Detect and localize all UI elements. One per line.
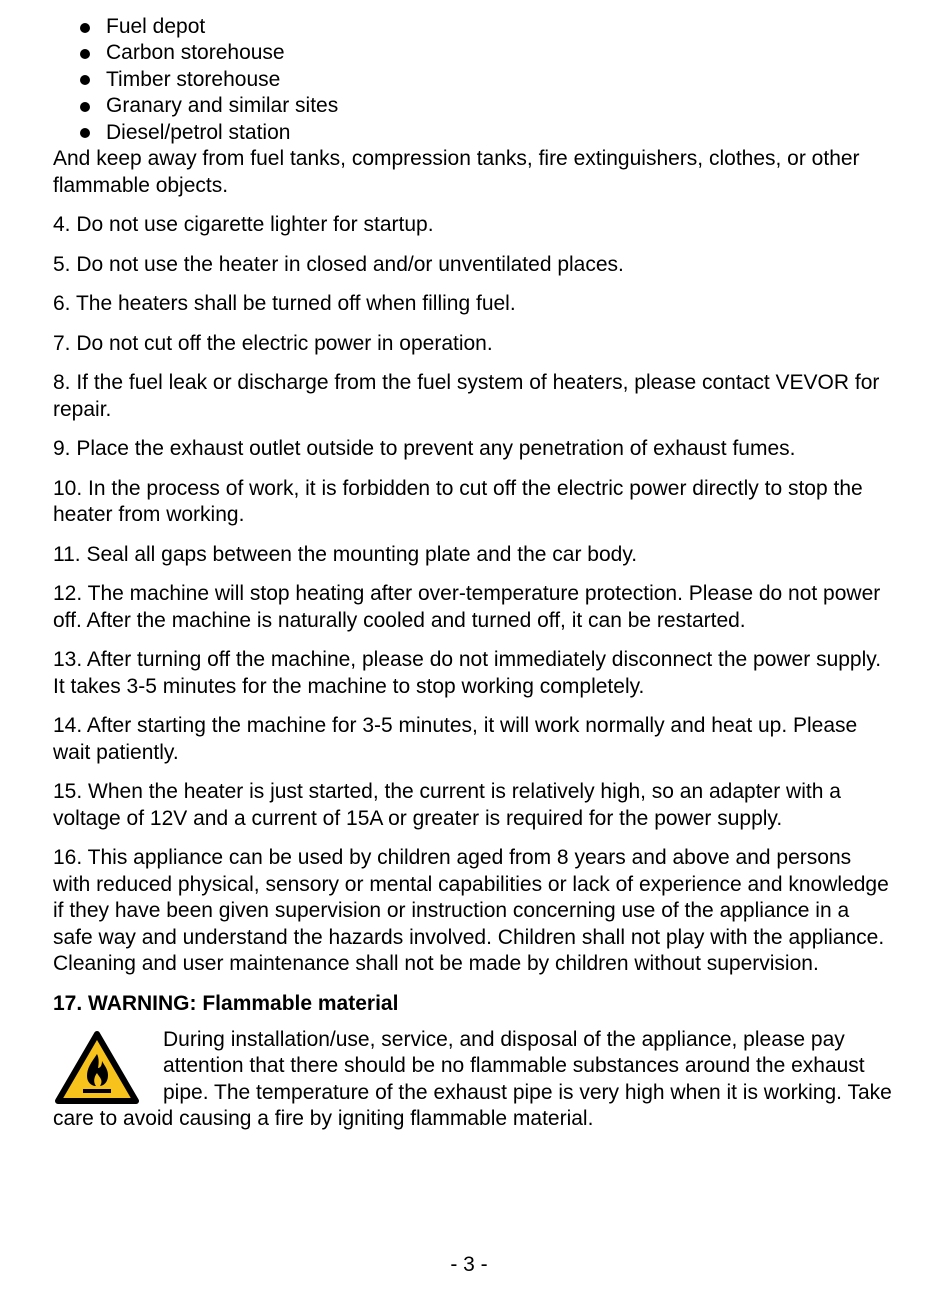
instruction-item-5: 5. Do not use the heater in closed and/or unventilated places.	[53, 252, 624, 276]
instruction-item-14: 14. After starting the machine for 3-5 minutes, it will work normally and heat up. Please wait patiently.	[53, 714, 858, 764]
instruction-item-16: 16. This appliance can be used by children aged from 8 years and above and persons with reduced physical, sensory or mental capabilities or lack of experience and knowledge if they have been given supervision or instruction concerning use of the appliance in a safe way and understand the hazards involved. Children shall not play with the appliance. Cleaning and user maintenance shall not be made by children without supervision.	[53, 846, 889, 976]
list-item: Fuel depot	[53, 14, 893, 40]
instruction-item-8: 8. If the fuel leak or discharge from the fuel system of heaters, please contact VEVOR for repair.	[53, 371, 880, 421]
list-item: Carbon storehouse	[53, 40, 893, 66]
instruction-item-9: 9. Place the exhaust outlet outside to prevent any penetration of exhaust fumes.	[53, 437, 796, 461]
bullet-icon	[80, 23, 90, 33]
intro-paragraph: And keep away from fuel tanks, compression tanks, fire extinguishers, clothes, or other flammable objects.	[53, 147, 860, 197]
bullet-icon	[80, 102, 90, 112]
warning-text: During installation/use, service, and disposal of the appliance, please pay attention that there should be no flammable substances around the exhaust pipe. The temperature of the exhaust pipe is very high when it is working. Take care to avoid causing a fire by igniting flammable material.	[53, 1027, 892, 1131]
page-number: - 3 -	[450, 1253, 488, 1276]
instruction-item-4: 4. Do not use cigarette lighter for startup.	[53, 213, 434, 237]
list-item: Granary and similar sites	[53, 93, 893, 119]
warning-heading: 17. WARNING: Flammable material	[53, 991, 399, 1015]
warning-block	[53, 1027, 893, 1133]
instruction-item-13: 13. After turning off the machine, please do not immediately disconnect the power supply. It takes 3-5 minutes for the machine to stop working completely.	[53, 648, 882, 698]
instruction-item-7: 7. Do not cut off the electric power in operation.	[53, 331, 493, 355]
list-item: Timber storehouse	[53, 67, 893, 93]
flammable-warning-icon	[54, 1030, 140, 1106]
document-page	[53, 14, 893, 1133]
instruction-item-12: 12. The machine will stop heating after over-temperature protection. Please do not power off. After the machine is naturally cooled and turned off, it can be restarted.	[53, 582, 881, 632]
instruction-item-6: 6. The heaters shall be turned off when filling fuel.	[53, 292, 516, 316]
bullet-icon	[80, 128, 90, 138]
bullet-icon	[80, 75, 90, 85]
instruction-item-11: 11. Seal all gaps between the mounting plate and the car body.	[53, 542, 638, 566]
instruction-item-10: 10. In the process of work, it is forbidden to cut off the electric power directly to stop the heater from working.	[53, 476, 863, 527]
instruction-item-15: 15. When the heater is just started, the current is relatively high, so an adapter with a voltage of 12V and a current of 15A or greater is required for the power supply.	[53, 780, 841, 830]
flammable-sites-list	[53, 14, 893, 146]
bullet-icon	[80, 49, 90, 59]
list-item: Diesel/petrol station	[53, 120, 893, 146]
